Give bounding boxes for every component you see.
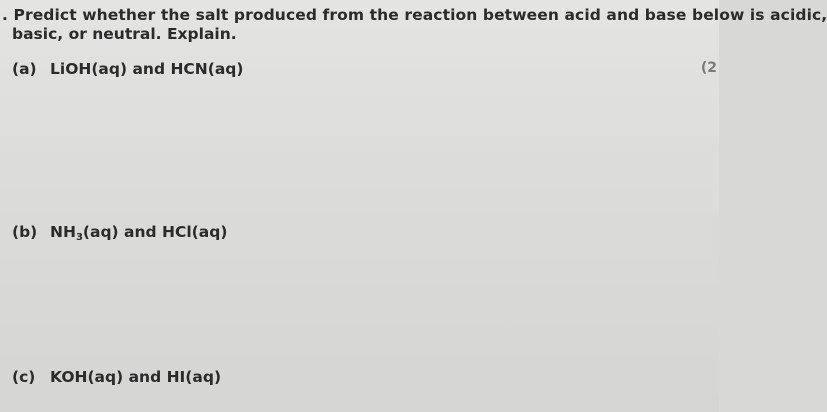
part-b-subscript: 3 [75,232,83,243]
part-b-label: (b) [12,223,38,241]
marks-indicator: (2 [700,60,717,76]
question-prompt-line-2: basic, or neutral. Explain. [12,25,237,43]
part-b [12,223,227,243]
part-b-reactants-rest: (aq) and HCl(aq) [82,223,228,241]
part-a [12,60,244,78]
part-c-label: (c) [12,368,36,386]
part-c-reactants: KOH(aq) and HI(aq) [50,368,222,386]
part-a-label: (a) [12,60,37,78]
question-prompt-line-1: . Predict whether the salt produced from the reaction between acid and base below is acidic, [2,6,827,24]
part-c [12,368,221,386]
part-b-reactant-nh: NH [50,223,76,241]
part-a-reactants: LiOH(aq) and HCN(aq) [50,60,244,78]
